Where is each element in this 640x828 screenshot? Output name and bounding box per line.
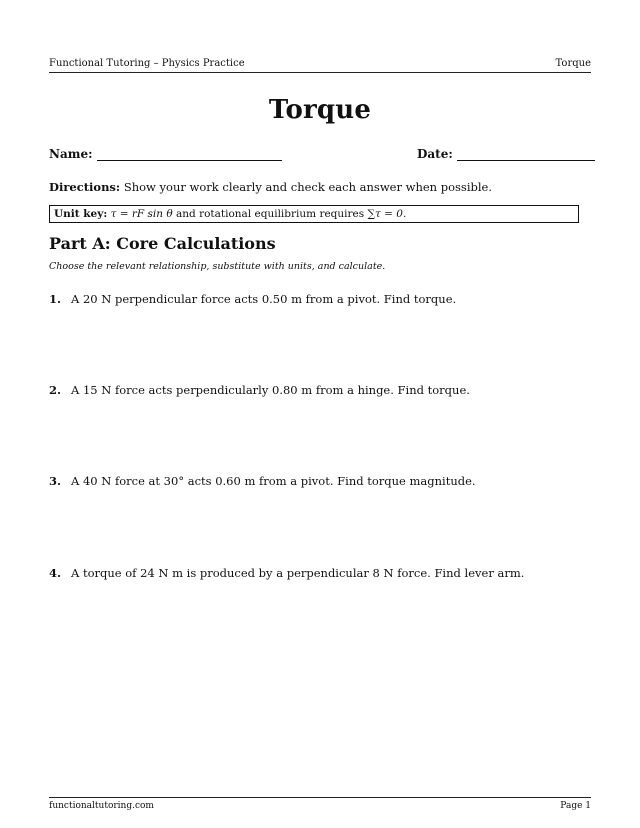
- date-field[interactable]: [417, 147, 595, 161]
- name-label: Name:: [49, 147, 93, 161]
- section-instructions: Choose the relevant relationship, substitute with units, and calculate.: [49, 261, 386, 272]
- running-header: [49, 58, 591, 73]
- question-number: 3.: [49, 474, 62, 488]
- question-text: A 15 N force acts perpendicularly 0.80 m from a hinge. Find torque.: [71, 383, 470, 397]
- unit-key-middle: and rotational equilibrium requires: [172, 208, 368, 220]
- directions: [49, 180, 591, 194]
- question-1: [49, 292, 591, 306]
- date-label: Date:: [417, 147, 453, 161]
- equilibrium-condition: ∑τ = 0.: [367, 208, 407, 220]
- unit-key-box: [49, 205, 579, 223]
- date-blank-line[interactable]: [457, 148, 595, 161]
- unit-key-label: Unit key:: [54, 208, 108, 220]
- question-number: 2.: [49, 383, 62, 397]
- name-blank-line[interactable]: [97, 148, 282, 161]
- section-title: Part A: Core Calculations: [49, 234, 276, 253]
- directions-text: Show your work clearly and check each answer when possible.: [123, 180, 493, 194]
- running-footer: [49, 797, 591, 811]
- name-date-row: [49, 147, 591, 163]
- directions-label: Directions:: [49, 180, 121, 194]
- question-number: 4.: [49, 566, 62, 580]
- page-title: Torque: [268, 95, 372, 125]
- footer-site: functionaltutoring.com: [49, 801, 154, 811]
- question-4: [49, 566, 591, 580]
- question-2: [49, 383, 591, 397]
- question-number: 1.: [49, 292, 62, 306]
- name-field[interactable]: [49, 147, 282, 161]
- question-text: A 40 N force at 30° acts 0.60 m from a pivot. Find torque magnitude.: [71, 474, 476, 488]
- question-text: A torque of 24 N m is produced by a perpendicular 8 N force. Find lever arm.: [71, 566, 525, 580]
- header-course: Functional Tutoring – Physics Practice: [49, 58, 245, 69]
- footer-page-number: Page 1: [560, 801, 591, 811]
- question-text: A 20 N perpendicular force acts 0.50 m from a pivot. Find torque.: [71, 292, 457, 306]
- question-3: [49, 474, 591, 488]
- torque-formula: τ = rF sin θ: [110, 208, 173, 220]
- header-topic: Torque: [555, 58, 591, 69]
